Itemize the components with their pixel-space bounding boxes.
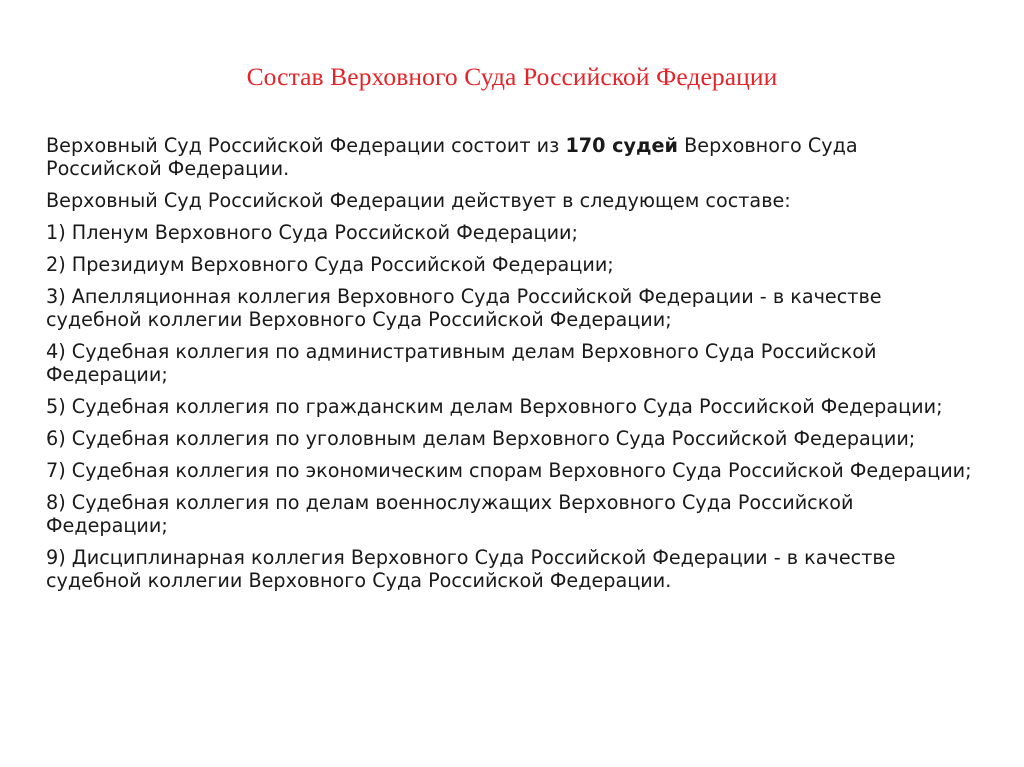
slide-body: [46, 134, 976, 601]
list-item: 1) Пленум Верховного Суда Российской Федерации;: [46, 221, 578, 244]
composition-list: [46, 221, 976, 592]
list-item: 7) Судебная коллегия по экономическим спорам Верховного Суда Российской Федерации;: [46, 459, 972, 482]
list-item: 8) Судебная коллегия по делам военнослужащих Верховного Суда Российской Федерации;: [46, 491, 854, 537]
lead-paragraph: Верховный Суд Российской Федерации действует в следующем составе:: [46, 189, 791, 212]
list-item: 4) Судебная коллегия по административным делам Верховного Суда Российской Федерации;: [46, 340, 877, 386]
list-item: 3) Апелляционная коллегия Верховного Суда Российской Федерации - в качестве судебной коллегии Верховного Суда Российской Федерации;: [46, 285, 882, 331]
list-item: 2) Президиум Верховного Суда Российской Федерации;: [46, 253, 614, 276]
intro-paragraph: [46, 134, 976, 180]
list-item: 6) Судебная коллегия по уголовным делам Верховного Суда Российской Федерации;: [46, 427, 916, 450]
intro-text-before: Верховный Суд Российской Федерации состоит из: [46, 134, 566, 157]
judges-count: 170 судей: [565, 134, 679, 157]
list-item: 5) Судебная коллегия по гражданским делам Верховного Суда Российской Федерации;: [46, 395, 943, 418]
slide-title: Состав Верховного Суда Российской Федерации: [246, 62, 778, 91]
list-item: 9) Дисциплинарная коллегия Верховного Суда Российской Федерации - в качестве судебной коллегии Верховного Суда Российской Федерации.: [46, 546, 896, 592]
intro-text-after: Верховного Суда Российской Федерации.: [46, 134, 858, 180]
